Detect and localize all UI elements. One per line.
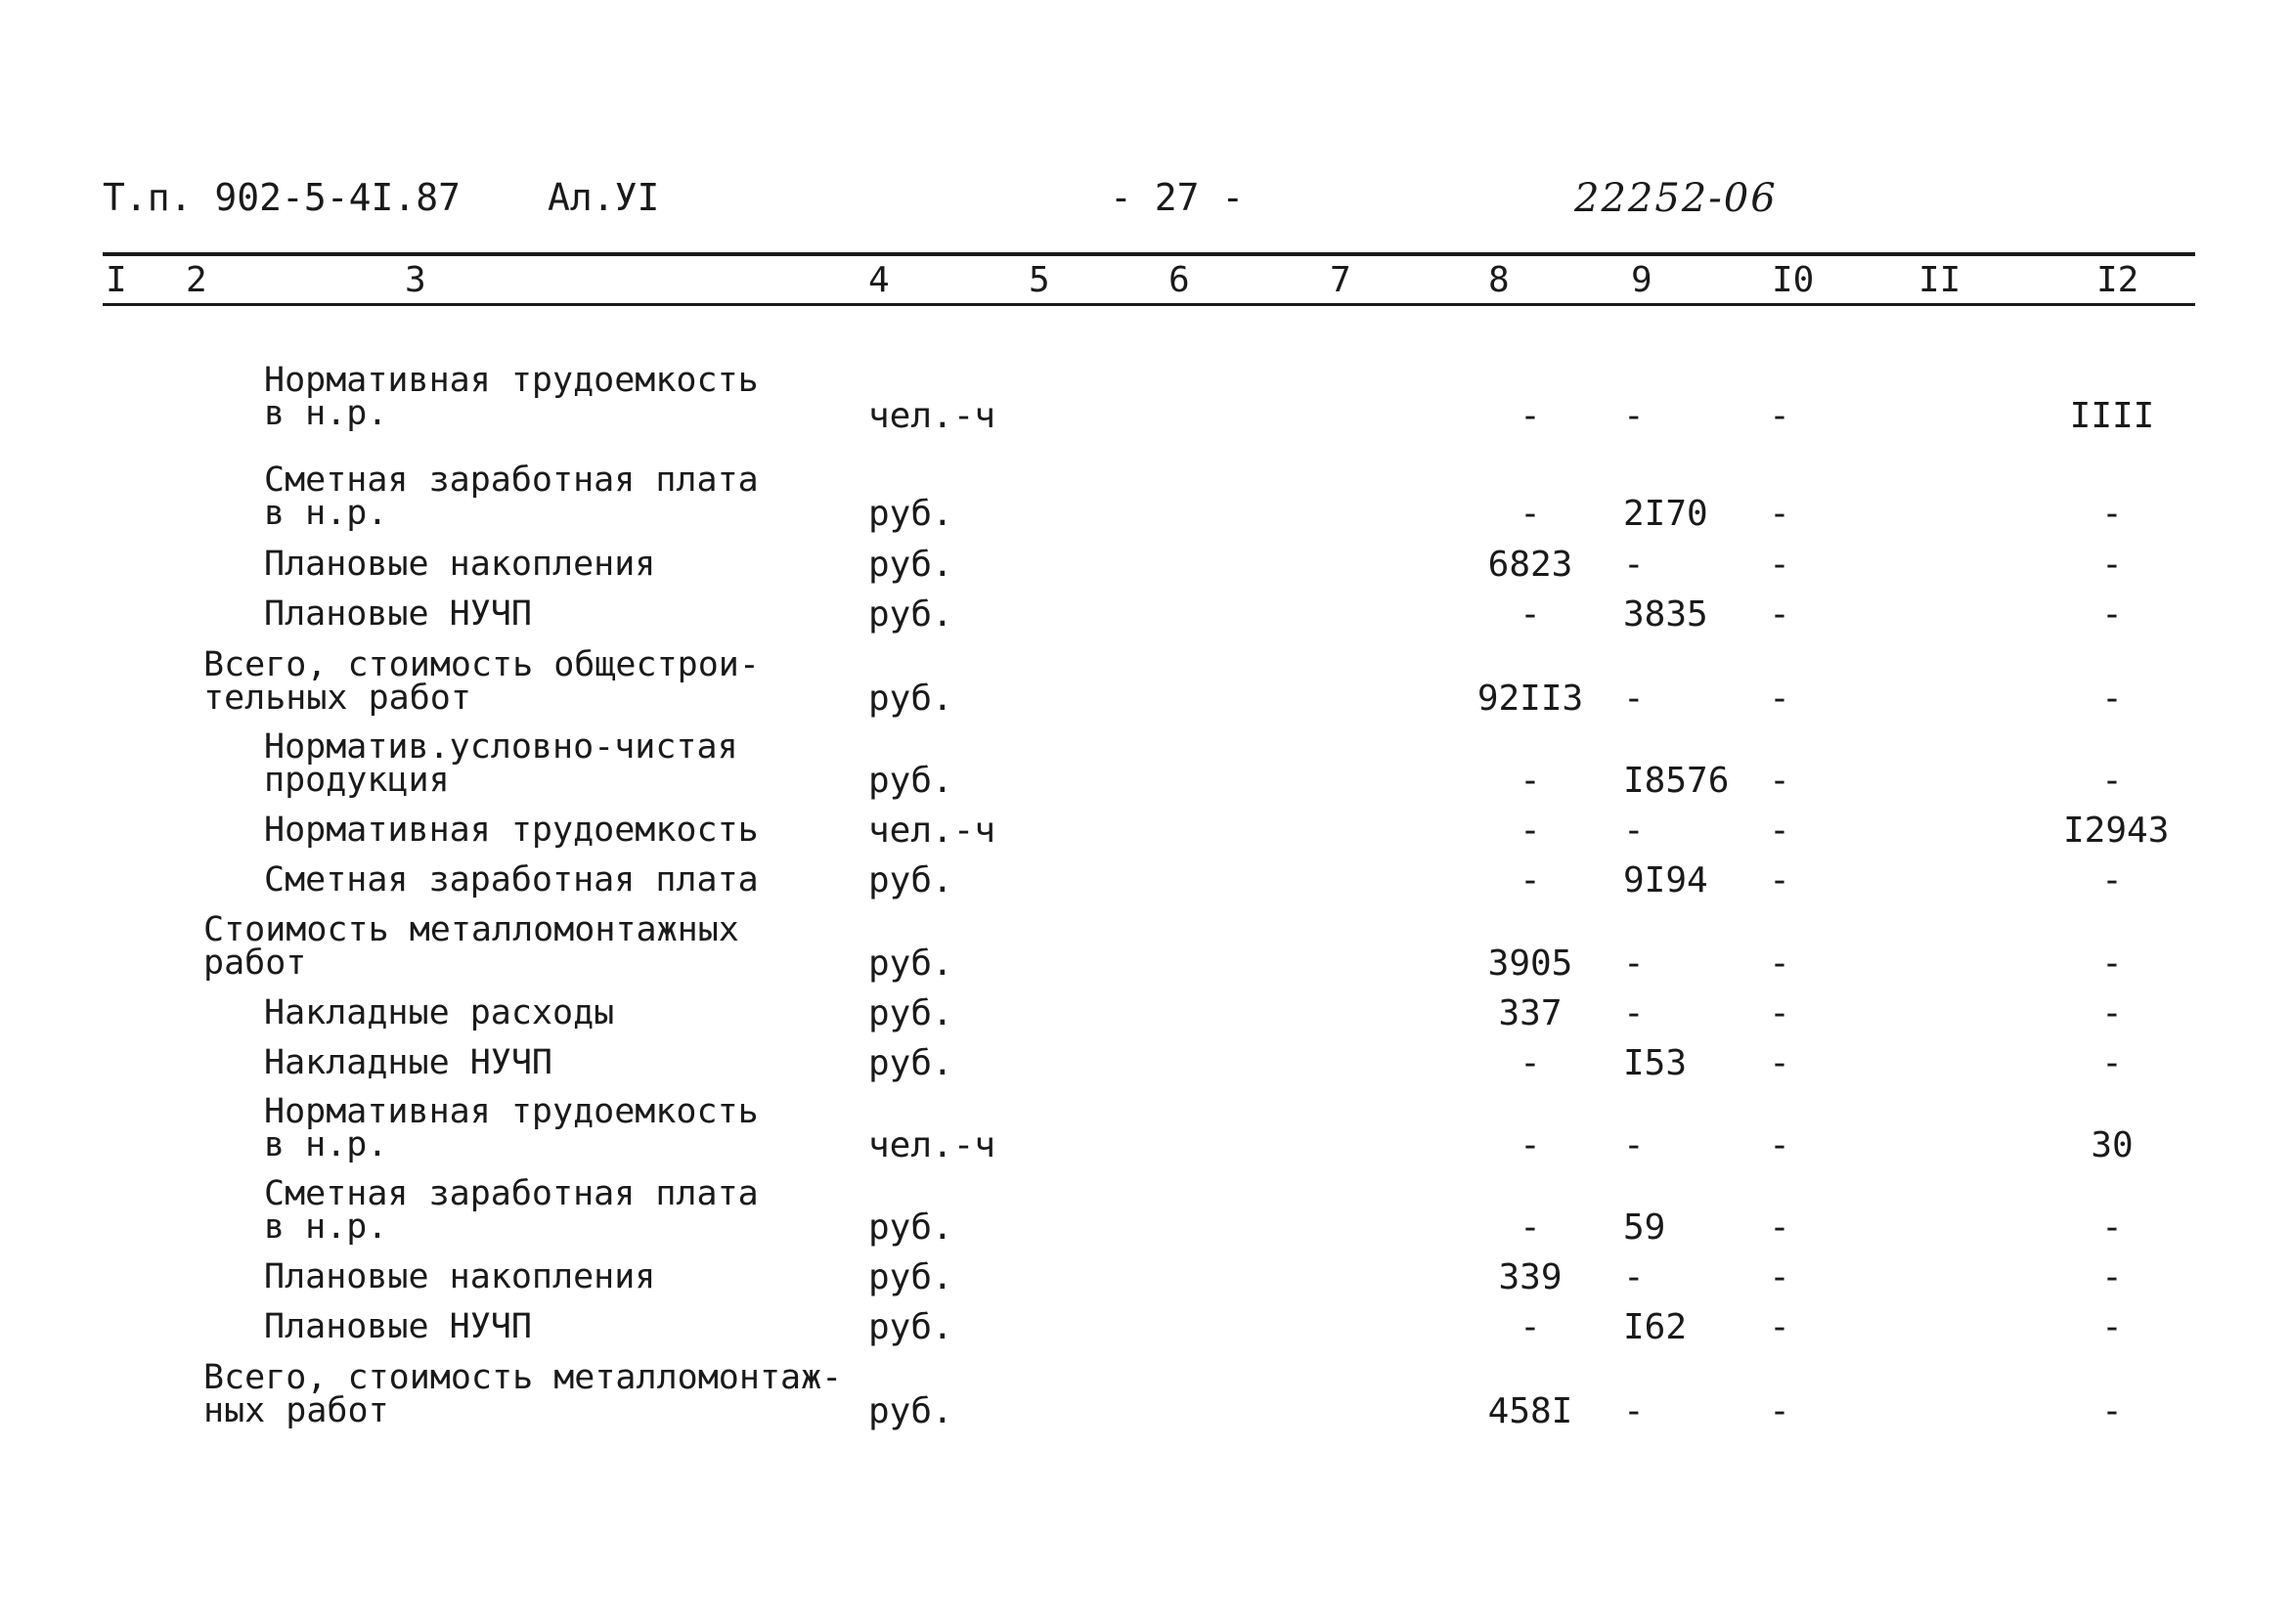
row-label: Плановые НУЧП — [264, 1307, 532, 1346]
cell-col-8: 6823 — [1487, 545, 1573, 585]
cell-col-10: - — [1769, 860, 1790, 900]
row-label: Нормативная трудоемкость в н.р. — [264, 361, 759, 433]
row-unit: руб. — [868, 1043, 953, 1083]
cell-col-10: - — [1769, 679, 1790, 719]
column-number-6: 6 — [1168, 260, 1190, 300]
cell-col-10: - — [1769, 396, 1790, 436]
row-unit: чел.-ч — [868, 1125, 996, 1165]
cell-col-10: - — [1769, 494, 1790, 534]
row-label: Сметная заработная плата — [264, 860, 759, 900]
column-number-7: 7 — [1330, 260, 1351, 300]
cell-col-12: - — [2101, 594, 2123, 635]
column-number-2: 2 — [186, 260, 207, 300]
cell-col-9: - — [1623, 679, 1645, 719]
cell-col-8: - — [1520, 494, 1541, 534]
cell-col-10: - — [1769, 993, 1790, 1033]
cell-col-10: - — [1769, 1043, 1790, 1083]
row-label: Сметная заработная плата в н.р. — [264, 461, 759, 533]
row-label: Норматив.условно-чистая продукция — [264, 727, 738, 800]
cell-col-8: 337 — [1498, 993, 1563, 1033]
column-number-5: 5 — [1029, 260, 1050, 300]
cell-col-9: 59 — [1623, 1207, 1666, 1248]
cell-col-9: I53 — [1623, 1043, 1688, 1083]
album-number: Ал.УI — [548, 176, 660, 219]
row-unit: чел.-ч — [868, 396, 996, 436]
column-number-9: 9 — [1631, 260, 1652, 300]
cell-col-9: - — [1623, 1391, 1645, 1431]
cell-col-9: - — [1623, 811, 1645, 851]
cell-col-12: - — [2101, 1307, 2123, 1347]
row-unit: руб. — [868, 545, 953, 585]
cell-col-10: - — [1769, 1257, 1790, 1297]
row-label: Сметная заработная плата в н.р. — [264, 1174, 759, 1247]
cell-col-12: - — [2101, 993, 2123, 1033]
row-unit: руб. — [868, 860, 953, 900]
cell-col-8: 458I — [1487, 1391, 1573, 1431]
row-label: Плановые накопления — [264, 545, 656, 584]
column-number-8: 8 — [1488, 260, 1510, 300]
row-unit: руб. — [868, 1257, 953, 1297]
row-label: Накладные НУЧП — [264, 1043, 553, 1082]
cell-col-8: 339 — [1498, 1257, 1563, 1297]
cell-col-8: 3905 — [1487, 944, 1573, 984]
row-label: Накладные расходы — [264, 993, 615, 1032]
row-unit: руб. — [868, 494, 953, 534]
row-unit: руб. — [868, 1391, 953, 1431]
cell-col-9: - — [1623, 993, 1645, 1033]
cell-col-12: - — [2101, 1043, 2123, 1083]
cell-col-10: - — [1769, 761, 1790, 801]
row-unit: руб. — [868, 944, 953, 984]
cell-col-8: - — [1520, 761, 1541, 801]
row-label: Всего, стоимость общестрои- тельных работ — [203, 645, 760, 718]
cell-col-12: - — [2101, 1257, 2123, 1297]
cell-col-12: IIII — [2069, 396, 2155, 436]
cell-col-9: I62 — [1623, 1307, 1688, 1347]
cell-col-8: - — [1520, 811, 1541, 851]
cell-col-12: - — [2101, 860, 2123, 900]
cell-col-8: - — [1520, 1043, 1541, 1083]
row-label: Всего, стоимость металломонтаж- ных работ — [203, 1358, 843, 1430]
cell-col-8: - — [1520, 594, 1541, 635]
row-unit: руб. — [868, 761, 953, 801]
cell-col-9: - — [1623, 396, 1645, 436]
cell-col-10: - — [1769, 811, 1790, 851]
cell-col-9: - — [1623, 1125, 1645, 1165]
cell-col-12: - — [2101, 494, 2123, 534]
column-number-10: I0 — [1772, 260, 1815, 300]
row-label: Нормативная трудоемкость — [264, 811, 759, 850]
cell-col-12: - — [2101, 1391, 2123, 1431]
cell-col-10: - — [1769, 594, 1790, 635]
cell-col-12: I2943 — [2063, 811, 2170, 851]
column-number-1: I — [106, 260, 127, 300]
cell-col-10: - — [1769, 1391, 1790, 1431]
column-number-3: 3 — [405, 260, 426, 300]
row-label: Стоимость металломонтажных работ — [203, 910, 739, 983]
cell-col-9: I8576 — [1623, 761, 1730, 801]
cell-col-12: - — [2101, 761, 2123, 801]
cell-col-8: - — [1520, 396, 1541, 436]
row-unit: руб. — [868, 993, 953, 1033]
cell-col-9: 2I70 — [1623, 494, 1708, 534]
inventory-number: 22252-06 — [1574, 176, 1778, 221]
row-unit: руб. — [868, 679, 953, 719]
cell-col-9: 9I94 — [1623, 860, 1708, 900]
cell-col-9: - — [1623, 944, 1645, 984]
row-unit: чел.-ч — [868, 811, 996, 851]
row-unit: руб. — [868, 594, 953, 635]
cell-col-8: - — [1520, 1207, 1541, 1248]
row-label: Нормативная трудоемкость в н.р. — [264, 1092, 759, 1164]
cell-col-12: - — [2101, 545, 2123, 585]
cell-col-8: - — [1520, 1125, 1541, 1165]
column-number-4: 4 — [868, 260, 890, 300]
cell-col-12: - — [2101, 1207, 2123, 1248]
cell-col-9: - — [1623, 1257, 1645, 1297]
cell-col-12: - — [2101, 944, 2123, 984]
table-header-rule — [103, 303, 2195, 306]
table-top-rule — [103, 252, 2195, 256]
row-unit: руб. — [868, 1207, 953, 1248]
column-number-11: II — [1918, 260, 1961, 300]
cell-col-8: - — [1520, 1307, 1541, 1347]
cell-col-9: - — [1623, 545, 1645, 585]
cell-col-12: 30 — [2091, 1125, 2134, 1165]
document-reference: Т.п. 902-5-4I.87 — [103, 176, 462, 219]
cell-col-10: - — [1769, 1207, 1790, 1248]
cell-col-10: - — [1769, 545, 1790, 585]
row-label: Плановые НУЧП — [264, 594, 532, 634]
cell-col-9: 3835 — [1623, 594, 1708, 635]
page-number: - 27 - — [1110, 176, 1245, 219]
column-number-12: I2 — [2096, 260, 2139, 300]
row-unit: руб. — [868, 1307, 953, 1347]
cell-col-10: - — [1769, 1125, 1790, 1165]
cell-col-10: - — [1769, 1307, 1790, 1347]
cell-col-8: 92II3 — [1476, 679, 1584, 719]
cell-col-8: - — [1520, 860, 1541, 900]
row-label: Плановые накопления — [264, 1257, 656, 1296]
cell-col-10: - — [1769, 944, 1790, 984]
cell-col-12: - — [2101, 679, 2123, 719]
